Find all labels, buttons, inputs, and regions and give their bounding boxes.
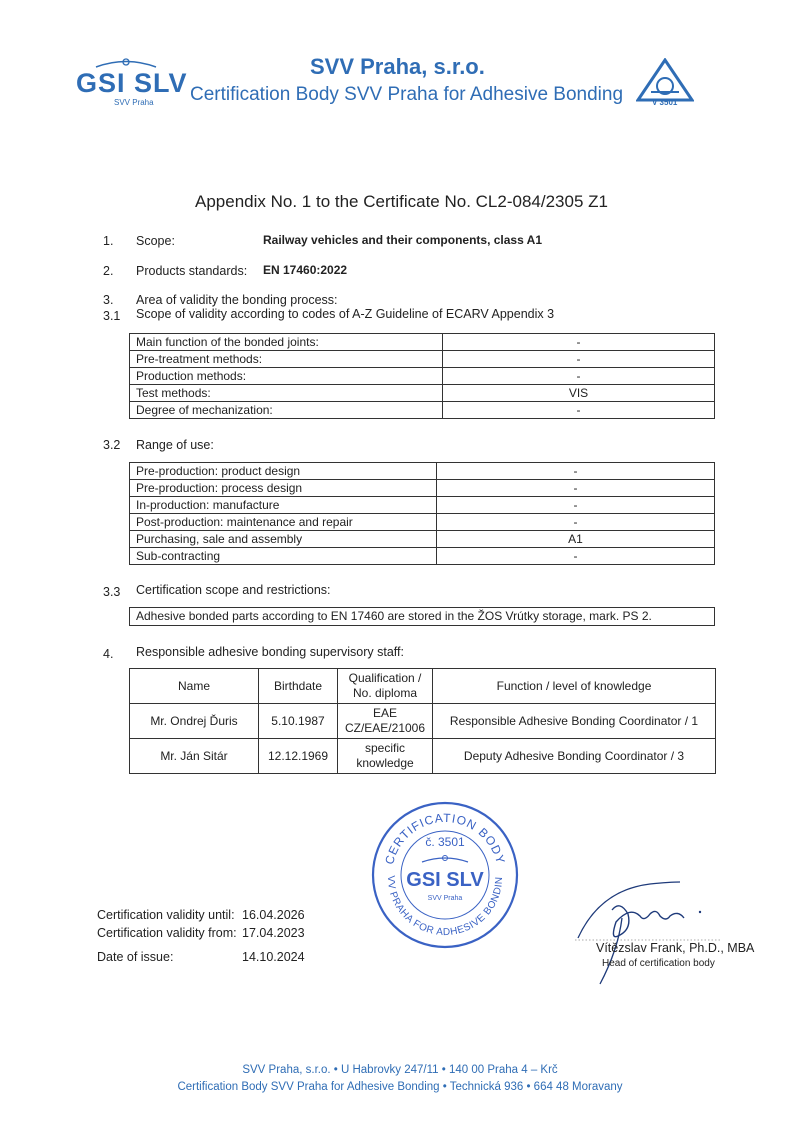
range-table bbox=[129, 462, 715, 565]
row-label: Test methods: bbox=[130, 385, 443, 402]
restrictions-label: Certification scope and restrictions: bbox=[136, 583, 331, 597]
footer-body-address: Certification Body SVV Praha for Adhesive Bonding • Technická 936 • 664 48 Moravany bbox=[177, 1081, 623, 1093]
signatory-role: Head of certification body bbox=[602, 958, 715, 969]
table-row bbox=[130, 463, 715, 480]
area-label: Area of validity the bonding process: bbox=[136, 293, 338, 307]
item-number: 3.1 bbox=[103, 309, 121, 323]
scope-codes-label: Scope of validity according to codes of A-Z Guideline of ECARV Appendix 3 bbox=[136, 307, 555, 321]
table-row bbox=[130, 497, 715, 514]
triangle-badge-icon bbox=[636, 58, 694, 102]
row-value: - bbox=[443, 334, 715, 351]
column-header: Function / level of knowledge bbox=[433, 669, 716, 704]
certification-badge bbox=[636, 58, 694, 110]
stamp-bottom-text: VV PRAHA FOR ADHESIVE BONDIN bbox=[384, 875, 506, 939]
validity-until-value: 16.04.2026 bbox=[242, 908, 305, 922]
table-row bbox=[130, 351, 715, 368]
column-header: Qualification / No. diploma bbox=[338, 669, 433, 704]
logo-text: GSI SLV bbox=[76, 68, 188, 98]
signature bbox=[570, 870, 750, 990]
signature-scribble-icon bbox=[570, 870, 750, 990]
issue-date-value: 14.10.2024 bbox=[242, 950, 305, 964]
row-label: Degree of mechanization: bbox=[130, 402, 443, 419]
staff-name: Mr. Ján Sitár bbox=[130, 739, 259, 774]
row-label: Pre-production: process design bbox=[130, 480, 437, 497]
table-row bbox=[130, 385, 715, 402]
row-value: - bbox=[437, 463, 715, 480]
company-logo bbox=[76, 58, 188, 110]
staff-label: Responsible adhesive bonding supervisory staff: bbox=[136, 645, 404, 659]
logo-subtext: SVV Praha bbox=[114, 98, 154, 107]
row-value: - bbox=[437, 480, 715, 497]
staff-qualification: EAE CZ/EAE/21006 bbox=[338, 704, 433, 739]
row-label: Post-production: maintenance and repair bbox=[130, 514, 437, 531]
table-row bbox=[130, 368, 715, 385]
company-name: SVV Praha, s.r.o. bbox=[310, 54, 485, 79]
staff-function: Responsible Adhesive Bonding Coordinator / 1 bbox=[433, 704, 716, 739]
row-label: Main function of the bonded joints: bbox=[130, 334, 443, 351]
validity-until-label: Certification validity until: bbox=[97, 908, 235, 922]
stamp-number: č. 3501 bbox=[425, 835, 465, 849]
staff-birthdate: 5.10.1987 bbox=[259, 704, 338, 739]
stamp-logo: GSI SLV bbox=[406, 869, 484, 891]
row-value: - bbox=[437, 548, 715, 565]
staff-qualification: specific knowledge bbox=[338, 739, 433, 774]
footer-address: SVV Praha, s.r.o. • U Habrovky 247/11 • 140 00 Praha 4 – Krč bbox=[242, 1064, 558, 1076]
signatory-name: Vítězslav Frank, Ph.D., MBA bbox=[596, 941, 755, 955]
scope-value: Railway vehicles and their components, class A1 bbox=[263, 233, 542, 247]
table-row bbox=[130, 480, 715, 497]
row-label: Pre-treatment methods: bbox=[130, 351, 443, 368]
column-header: Name bbox=[130, 669, 259, 704]
row-label: Pre-production: product design bbox=[130, 463, 437, 480]
standards-label: Products standards: bbox=[136, 264, 248, 278]
validity-from-label: Certification validity from: bbox=[97, 926, 237, 940]
table-row bbox=[130, 514, 715, 531]
row-value: A1 bbox=[437, 531, 715, 548]
issue-date-label: Date of issue: bbox=[97, 950, 174, 964]
badge-number: V 3501 bbox=[652, 98, 678, 107]
staff-birthdate: 12.12.1969 bbox=[259, 739, 338, 774]
restrictions-text: Adhesive bonded parts according to EN 17460 are stored in the ŽOS Vrútky storage, mark. PS 2. bbox=[136, 609, 652, 623]
stamp-logo-sub: SVV Praha bbox=[427, 895, 463, 902]
scope-table bbox=[129, 333, 715, 419]
item-number: 2. bbox=[103, 264, 114, 278]
staff-name: Mr. Ondrej Ďuris bbox=[130, 704, 259, 739]
page-title: Appendix No. 1 to the Certificate No. CL2-084/2305 Z1 bbox=[195, 192, 608, 211]
row-value: - bbox=[437, 514, 715, 531]
official-stamp bbox=[370, 800, 520, 950]
table-row bbox=[130, 402, 715, 419]
item-number: 1. bbox=[103, 234, 114, 248]
item-number: 4. bbox=[103, 647, 114, 661]
stamp-top-text: CERTIFICATION BODY bbox=[382, 810, 508, 866]
table-row bbox=[130, 531, 715, 548]
stamp-ring-icon bbox=[370, 800, 520, 950]
column-header: Birthdate bbox=[259, 669, 338, 704]
validity-from-value: 17.04.2023 bbox=[242, 926, 305, 940]
row-value: - bbox=[443, 351, 715, 368]
scope-label: Scope: bbox=[136, 234, 175, 248]
range-label: Range of use: bbox=[136, 438, 214, 452]
staff-table bbox=[129, 668, 716, 774]
row-value: VIS bbox=[443, 385, 715, 402]
table-row bbox=[130, 739, 716, 774]
restrictions-box bbox=[129, 607, 715, 626]
item-number: 3. bbox=[103, 293, 114, 307]
standards-value: EN 17460:2022 bbox=[263, 263, 348, 277]
row-value: - bbox=[443, 368, 715, 385]
item-number: 3.2 bbox=[103, 438, 121, 452]
row-label: In-production: manufacture bbox=[130, 497, 437, 514]
table-row bbox=[130, 334, 715, 351]
staff-function: Deputy Adhesive Bonding Coordinator / 3 bbox=[433, 739, 716, 774]
item-number: 3.3 bbox=[103, 585, 121, 599]
header-subtitle: Certification Body SVV Praha for Adhesive Bonding bbox=[190, 84, 624, 105]
row-label: Production methods: bbox=[130, 368, 443, 385]
table-header-row bbox=[130, 669, 716, 704]
row-label: Purchasing, sale and assembly bbox=[130, 531, 437, 548]
row-value: - bbox=[443, 402, 715, 419]
table-row bbox=[130, 548, 715, 565]
row-value: - bbox=[437, 497, 715, 514]
row-label: Sub-contracting bbox=[130, 548, 437, 565]
table-row bbox=[130, 704, 716, 739]
